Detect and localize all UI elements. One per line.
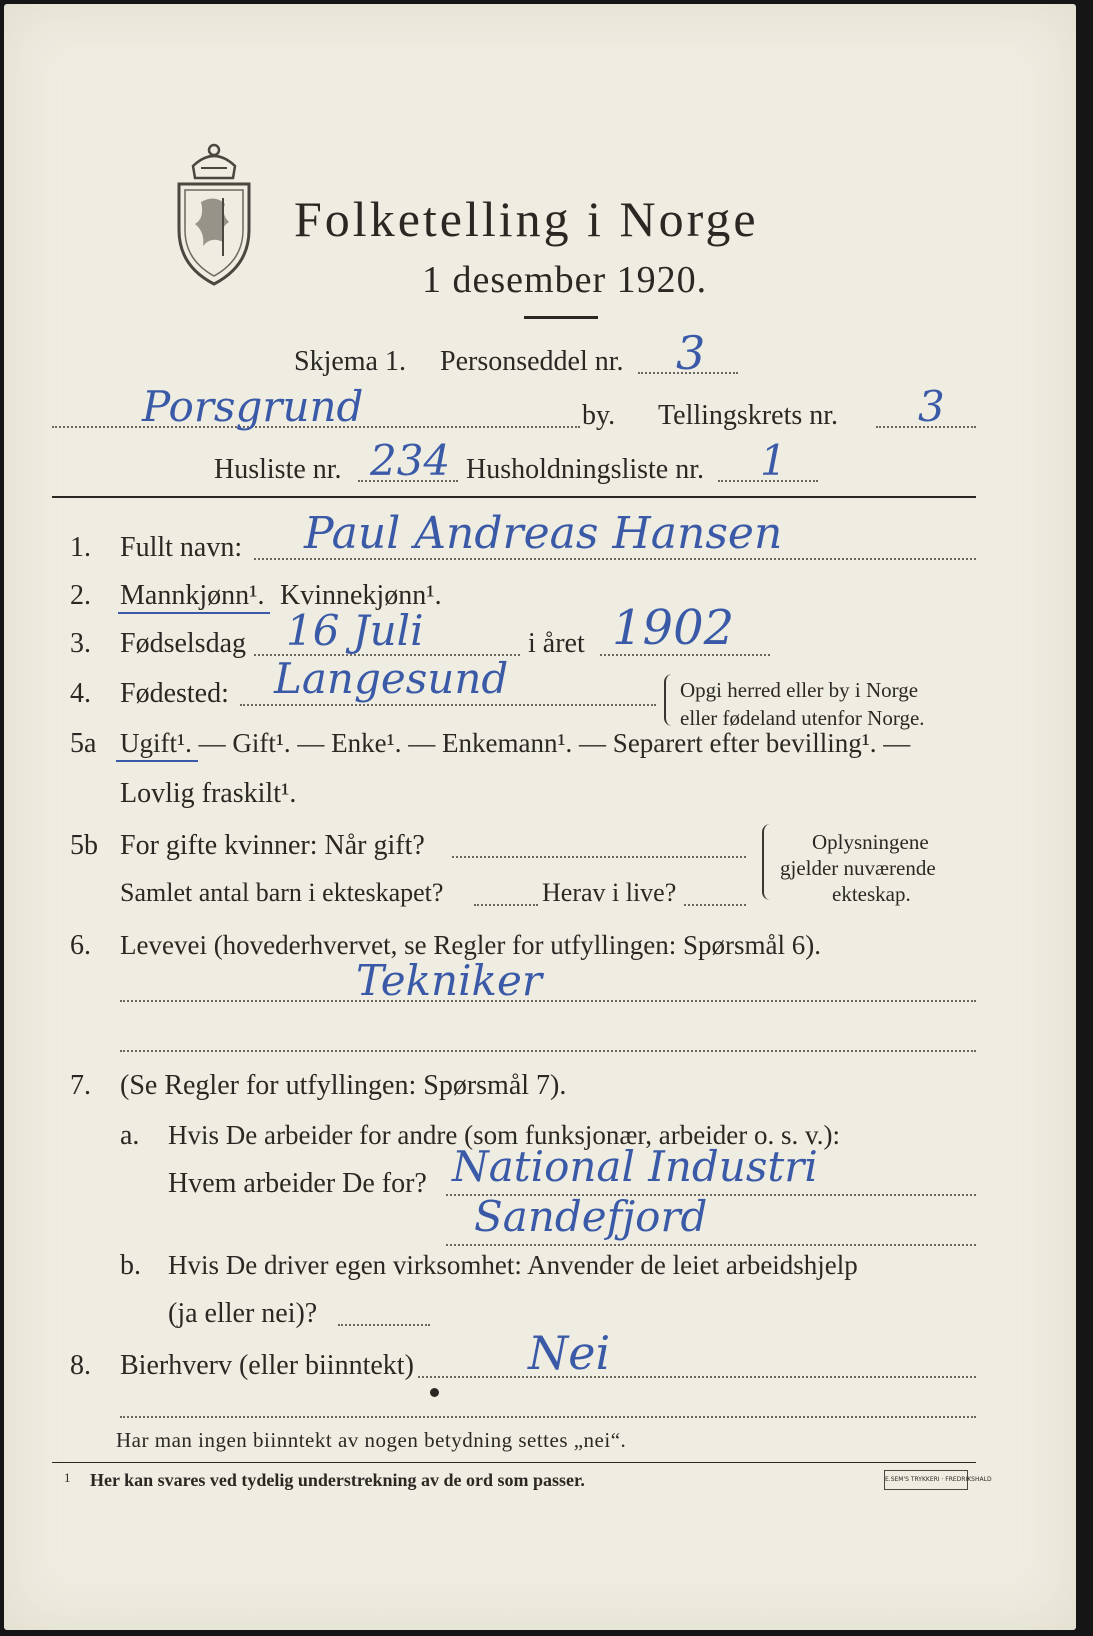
- printer-stamp: [884, 1470, 992, 1490]
- husholdning-value: 1: [760, 436, 787, 485]
- personseddel-value: 3: [676, 326, 706, 380]
- form-title: Folketelling i Norge: [294, 191, 759, 247]
- husliste-value: 234: [370, 436, 451, 485]
- q7b-question: (ja eller nei)?: [168, 1298, 318, 1329]
- q5b-note-bracket: [762, 824, 774, 900]
- q8-line2: [120, 1416, 976, 1418]
- q7a-text: Hvis De arbeider for andre (som funksjonær, arbeider o. s. v.):: [168, 1120, 840, 1150]
- q5b-note-line2: gjelder nuværende: [780, 856, 936, 880]
- q5b-line1: For gifte kvinner: Når gift?: [120, 830, 425, 861]
- q5a-number: 5a: [70, 728, 97, 759]
- footnote-text: Her kan svares ved tydelig understrekning av de ord som passer.: [90, 1470, 585, 1490]
- header-separator: [52, 496, 976, 498]
- q8-value: Nei: [528, 1326, 611, 1380]
- footer-note: Har man ingen biinntekt av nogen betydning settes „nei“.: [116, 1428, 627, 1452]
- q7a-value2: Sandefjord: [474, 1192, 708, 1241]
- printer-stamp-text: E.SEM'S TRYKKERI · FREDRIKSHALD: [885, 1476, 992, 1483]
- title-divider: [524, 316, 598, 319]
- q5a-options-cont: Lovlig fraskilt¹.: [120, 778, 297, 809]
- q7a-line2: [446, 1244, 976, 1246]
- census-form-sheet: [4, 4, 1076, 1630]
- q3-number: 3.: [70, 628, 91, 659]
- q1-label: Fullt navn:: [120, 532, 243, 563]
- q3-year-value: 1902: [612, 600, 735, 656]
- q5b-married-line: [452, 856, 746, 858]
- q6-label: Levevei (hovederhvervet, se Regler for utfyllingen: Spørsmål 6).: [120, 930, 822, 960]
- q2-male-underline: [118, 612, 270, 614]
- husliste-label: Husliste nr.: [214, 454, 342, 485]
- footer-rule: [52, 1462, 976, 1463]
- ink-dot: [430, 1388, 439, 1397]
- q1-value: Paul Andreas Hansen: [304, 508, 783, 559]
- q5a-options: Ugift¹. — Gift¹. — Enke¹. — Enkemann¹. — Separert efter bevilling¹. —: [120, 728, 911, 758]
- q5a-ugift-underline: [116, 760, 198, 762]
- q2-female-option: Kvinnekjønn¹.: [280, 580, 442, 611]
- q1-number: 1.: [70, 532, 91, 563]
- footnote-mark: 1: [64, 1470, 71, 1485]
- q5b-number: 5b: [70, 830, 98, 861]
- q5b-alive-line: [684, 904, 746, 906]
- q2-number: 2.: [70, 580, 91, 611]
- tellingskrets-value: 3: [918, 382, 945, 431]
- q4-label: Fødested:: [120, 678, 229, 709]
- q4-note-line1: Opgi herred eller by i Norge: [680, 678, 919, 702]
- q7a-letter: a.: [120, 1120, 140, 1151]
- q4-line: [240, 704, 656, 706]
- q3-label: Fødselsdag: [120, 628, 246, 659]
- q5b-children-line: [474, 904, 538, 906]
- q3-value: 16 Juli: [286, 606, 424, 655]
- form-date: 1 desember 1920.: [422, 259, 708, 301]
- husholdning-label: Husholdningsliste nr.: [466, 454, 705, 485]
- q7a-question: Hvem arbeider De for?: [168, 1168, 427, 1199]
- q7b-text: Hvis De driver egen virksomhet: Anvender de leiet arbeidshjelp: [168, 1250, 858, 1280]
- q7b-letter: b.: [120, 1250, 141, 1281]
- q6-line2: [120, 1050, 976, 1052]
- q4-note-bracket: [664, 674, 674, 726]
- by-label: by.: [582, 400, 616, 431]
- q6-value: Tekniker: [356, 956, 542, 1005]
- q7-number: 7.: [70, 1070, 91, 1101]
- q4-note-line2: eller fødeland utenfor Norge.: [680, 706, 925, 730]
- q8-line: [418, 1376, 976, 1378]
- skjema-label: Skjema 1.: [294, 346, 406, 377]
- by-value: Porsgrund: [142, 382, 364, 431]
- q5b-alive-label: Herav i live?: [542, 878, 677, 907]
- q6-line1: [120, 1000, 976, 1002]
- q5b-note-line3: ekteskap.: [832, 882, 911, 906]
- personseddel-label: Personseddel nr.: [440, 346, 624, 377]
- coat-of-arms-icon: [171, 138, 257, 288]
- q7a-value1: National Industri: [452, 1142, 818, 1191]
- q7b-line: [338, 1324, 430, 1326]
- q3-year-label: i året: [528, 628, 585, 659]
- q4-value: Langesund: [274, 654, 509, 703]
- q5b-children-label: Samlet antal barn i ekteskapet?: [120, 878, 444, 907]
- q5b-note-line1: Oplysningene: [812, 830, 929, 854]
- tellingskrets-label: Tellingskrets nr.: [658, 400, 839, 431]
- q8-number: 8.: [70, 1350, 91, 1381]
- q4-number: 4.: [70, 678, 91, 709]
- q7-label: (Se Regler for utfyllingen: Spørsmål 7).: [120, 1070, 567, 1101]
- q2-male-option: Mannkjønn¹.: [120, 580, 265, 611]
- q6-number: 6.: [70, 930, 91, 961]
- q8-label: Bierhverv (eller biinntekt): [120, 1350, 414, 1381]
